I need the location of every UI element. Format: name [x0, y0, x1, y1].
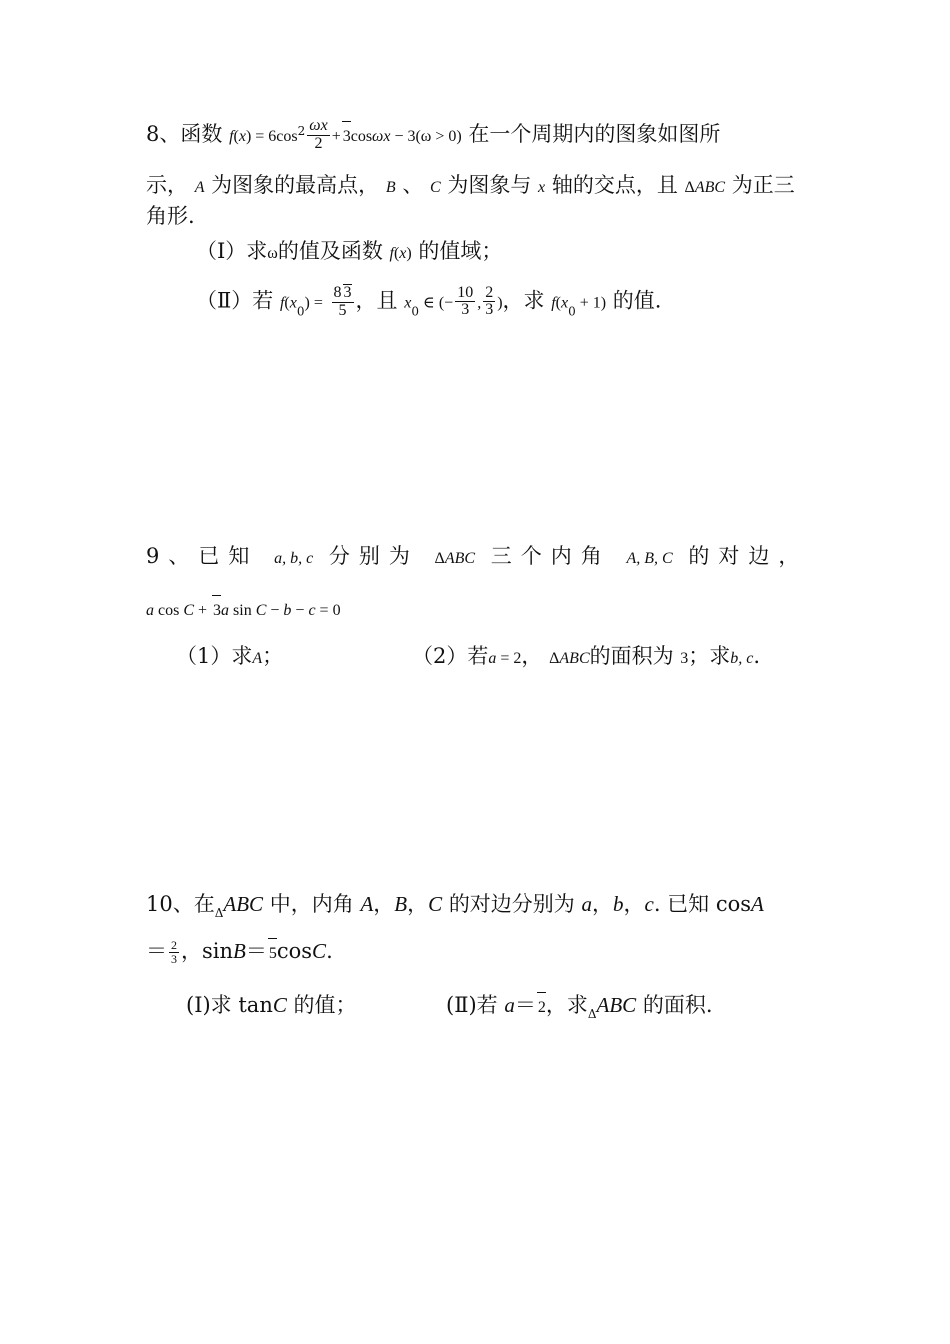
q9-equation: a cos C + 3a sin C − b − c = 0: [146, 593, 341, 626]
q9-line1: 9、已知 a, b, c 分别为 ΔABC 三个内角 A, B, C 的对边，: [146, 544, 809, 568]
q10-text: (Ⅱ)若: [446, 993, 498, 1017]
q10-line2: ＝ $\frac{2}{3}$ ，sinB＝ 5cosC.: [146, 936, 333, 969]
q9-parts: （1）求A；: [176, 644, 284, 668]
q8-text: ，求: [502, 288, 545, 313]
q9-text: ，: [521, 644, 543, 668]
q8-text: 为图象的最高点，: [211, 173, 380, 197]
q10-text: 的对边分别为: [448, 892, 575, 916]
q9-text: ；: [262, 644, 284, 668]
q8-number: 8、函数: [146, 122, 223, 146]
q8-formula: f: [229, 128, 234, 145]
q8-line2: 示， A 为图象的最高点， B 、 C 为图象与 x 轴的交点，且 ΔABC 为正三: [146, 173, 795, 197]
fraction-2-over-3: $\frac{2}{3}$: [485, 283, 494, 319]
q10-text: 的面积.: [642, 993, 713, 1017]
q9-text: 分别为: [328, 544, 419, 568]
q9-text: 的对边，: [688, 544, 809, 568]
q9-text: ；求: [688, 644, 731, 668]
q8-text: 的值.: [612, 288, 662, 313]
q10-text: ，sin: [181, 939, 234, 963]
q8-text: 的值及函数: [277, 239, 383, 263]
q10-line1: 10、在$_\Delta$ABC 中，内角 A，B，C 的对边分别为 a，b，c. 已知 cosA: [146, 892, 764, 920]
q10-number: 10、在: [146, 892, 215, 916]
q10-part2: (Ⅱ)若 a＝ 2，求$_\Delta$ABC 的面积.: [446, 993, 713, 1021]
q10-text: ＝: [514, 993, 536, 1017]
q10-text: (Ⅰ)求 tan: [186, 993, 273, 1017]
q9-number: 9、已知: [146, 544, 259, 568]
q10-part1: (Ⅰ)求 tanC 的值；: [186, 993, 357, 1017]
fraction-2-over-3: $\frac{2}{3}$: [171, 938, 177, 966]
q8-text: （Ⅱ）若: [196, 288, 274, 313]
q8-text: 轴的交点，且: [551, 173, 678, 197]
q8-text: ，且: [355, 288, 398, 313]
fraction-8root3-over-5: $\frac{8 3}{5}$: [333, 284, 352, 319]
q9-part2: （2）若a = 2， ΔABC的面积为 3；求b, c.: [412, 644, 761, 668]
q8-line3: 角形.: [146, 204, 195, 228]
q10-text: 的值；: [293, 993, 357, 1017]
q10-text: ＝: [245, 939, 267, 963]
q10-text: 中，内角: [269, 892, 354, 916]
q8-part1: （Ⅰ）求ω的值及函数 f(x) 的值域；: [196, 239, 503, 263]
q8-text: 、: [402, 173, 424, 197]
fraction-omega-x-over-2: $\frac{\omega x}{2}$: [309, 117, 328, 152]
q8-part2: （Ⅱ）若 $f(x_0)$ = $\frac{8 3}{5}$ ，且 $x_0$ ∈ (− $\frac{10}{3}$ , $\frac{2}{3}$ )，求 $f(x_0 + 1)$ 的值.: [196, 283, 662, 319]
q9-text: 的面积为: [589, 644, 674, 668]
q8-text: 为正三: [731, 173, 795, 197]
q8-line1: 8、函数 $f(x) = 6\cos^2$ $\frac{\omega x}{2}$ + 3cosωx − 3(ω > 0) 在一个周期内的图象如图所: [146, 117, 721, 152]
q10-text: ＝: [146, 939, 167, 963]
q10-text: cos: [276, 939, 313, 963]
q10-text: ，求: [545, 993, 588, 1017]
q9-text: （2）若: [412, 644, 489, 668]
q9-text: 三个内角: [490, 544, 611, 568]
q8-text: 在一个周期内的图象如图所: [468, 122, 721, 146]
q9-text: （1）求: [176, 644, 253, 668]
q8-text: （Ⅰ）求: [196, 239, 268, 263]
q8-text: 为图象与: [447, 173, 532, 197]
q10-text: . 已知 cos: [653, 892, 752, 916]
q8-text: 的值域；: [418, 239, 503, 263]
fraction-10-over-3: $\frac{10}{3}$: [457, 283, 474, 319]
q8-text: 示，: [146, 173, 188, 197]
q9-text: .: [753, 644, 761, 668]
